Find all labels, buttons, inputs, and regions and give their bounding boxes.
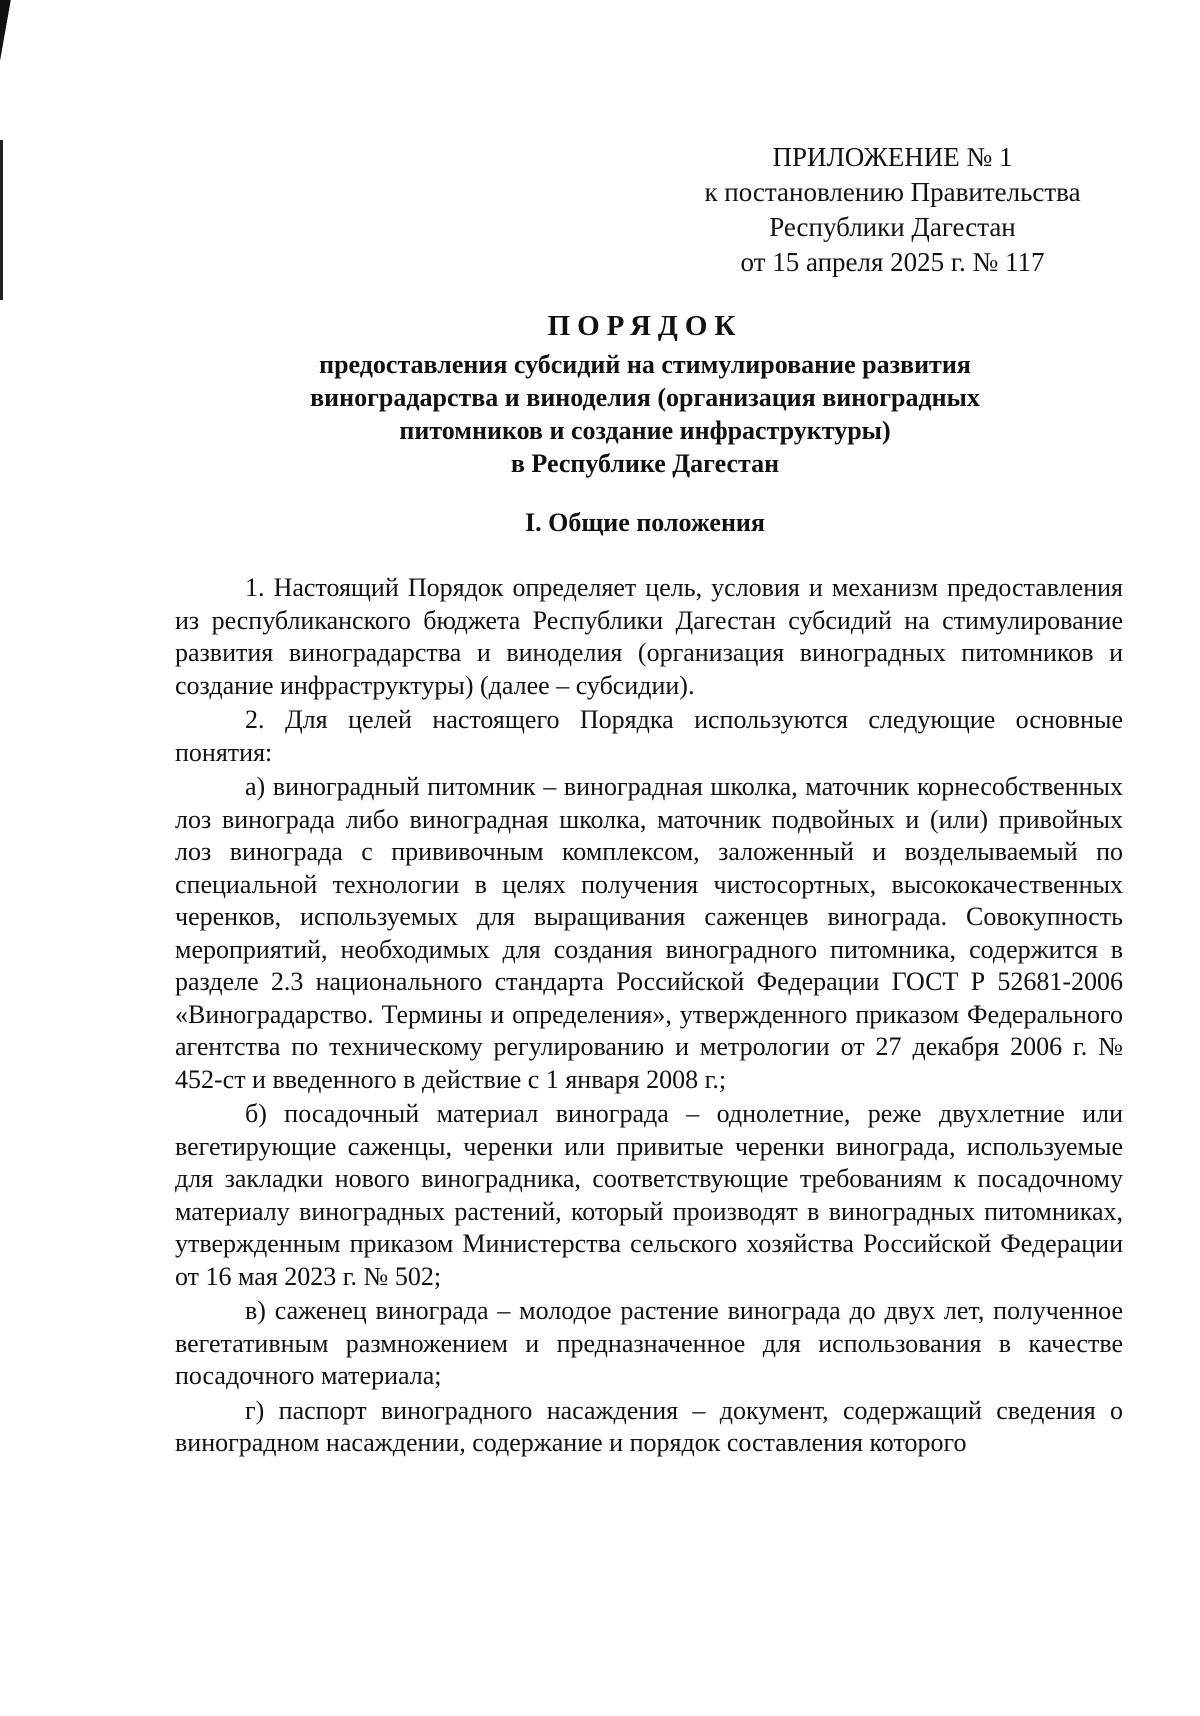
paragraph-2g: г) паспорт виноградного насаждения – документ, содержащий сведения о виноградном насаждении, содержание и порядок составления которого [175,1395,1123,1457]
appendix-date: от 15 апреля 2025 г. № 117 [740,247,1045,277]
appendix-block [660,140,1125,280]
document-subtitle-line: в Республике Дагестан [510,449,780,478]
scan-edge-artifact [0,140,3,300]
document-heading [170,306,1120,480]
appendix-number: ПРИЛОЖЕНИЕ № 1 [772,142,1013,172]
paragraph-1: 1. Настоящий Порядок определяет цель, условия и механизм предоставления из республиканского бюджета Республики Дагестан субсидий на стимулирование развития виноградарства и виноделия (организация виноградных питомников и создание инфраструктуры) (далее – субсидии). [175,573,1123,700]
section-title: I. Общие положения [525,508,765,537]
paragraph-2a: а) виноградный питомник – виноградная школка, маточник корнесобственных лоз винограда либо виноградная школка, маточник подвойных и (или) привойных лоз винограда с прививочным комплексом, заложенный и возделываемый по специальной технологии в целях получения чистосортных, высококачественных черенков, используемых для выращивания саженцев винограда. Совокупность мероприятий, необходимых для создания виноградного питомника, содержится в разделе 2.3 национального стандарта Российской Федерации ГОСТ Р 52681-2006 «Виноградарство. Термины и определения», утвержденного приказом Федерального агентства по техническому регулированию и метрологии от 27 декабря 2006 г. № 452-ст и введенного в действие с 1 января 2008 г.; [175,772,1123,1094]
paragraph-2b: б) посадочный материал винограда – однолетние, реже двухлетние или вегетирующие саженцы, черенки или привитые черенки винограда, используемые для закладки нового виноградника, соответствующие требованиям к посадочному материалу виноградных растений, который производят в виноградных питомниках, утвержденным приказом Министерства сельского хозяйства Российской Федерации от 16 мая 2023 г. № 502; [175,1099,1123,1291]
document-subtitle-line: питомников и создание инфраструктуры) [399,416,891,445]
paragraph-2: 2. Для целей настоящего Порядка используются следующие основные понятия: [175,705,1123,767]
document-subtitle-line: предоставления субсидий на стимулирование развития [319,350,971,379]
paragraph-2v: в) саженец винограда – молодое растение винограда до двух лет, полученное вегетативным размножением и предназначенное для использования в качестве посадочного материала; [175,1296,1123,1390]
document-subtitle-line: виноградарства и виноделия (организация виноградных [310,383,980,412]
appendix-region: Республики Дагестан [769,212,1016,242]
scan-artifact [0,0,18,70]
document-body [175,572,1123,1462]
document-title: ПОРЯДОК [547,310,743,342]
appendix-reference: к постановлению Правительства [704,177,1081,207]
